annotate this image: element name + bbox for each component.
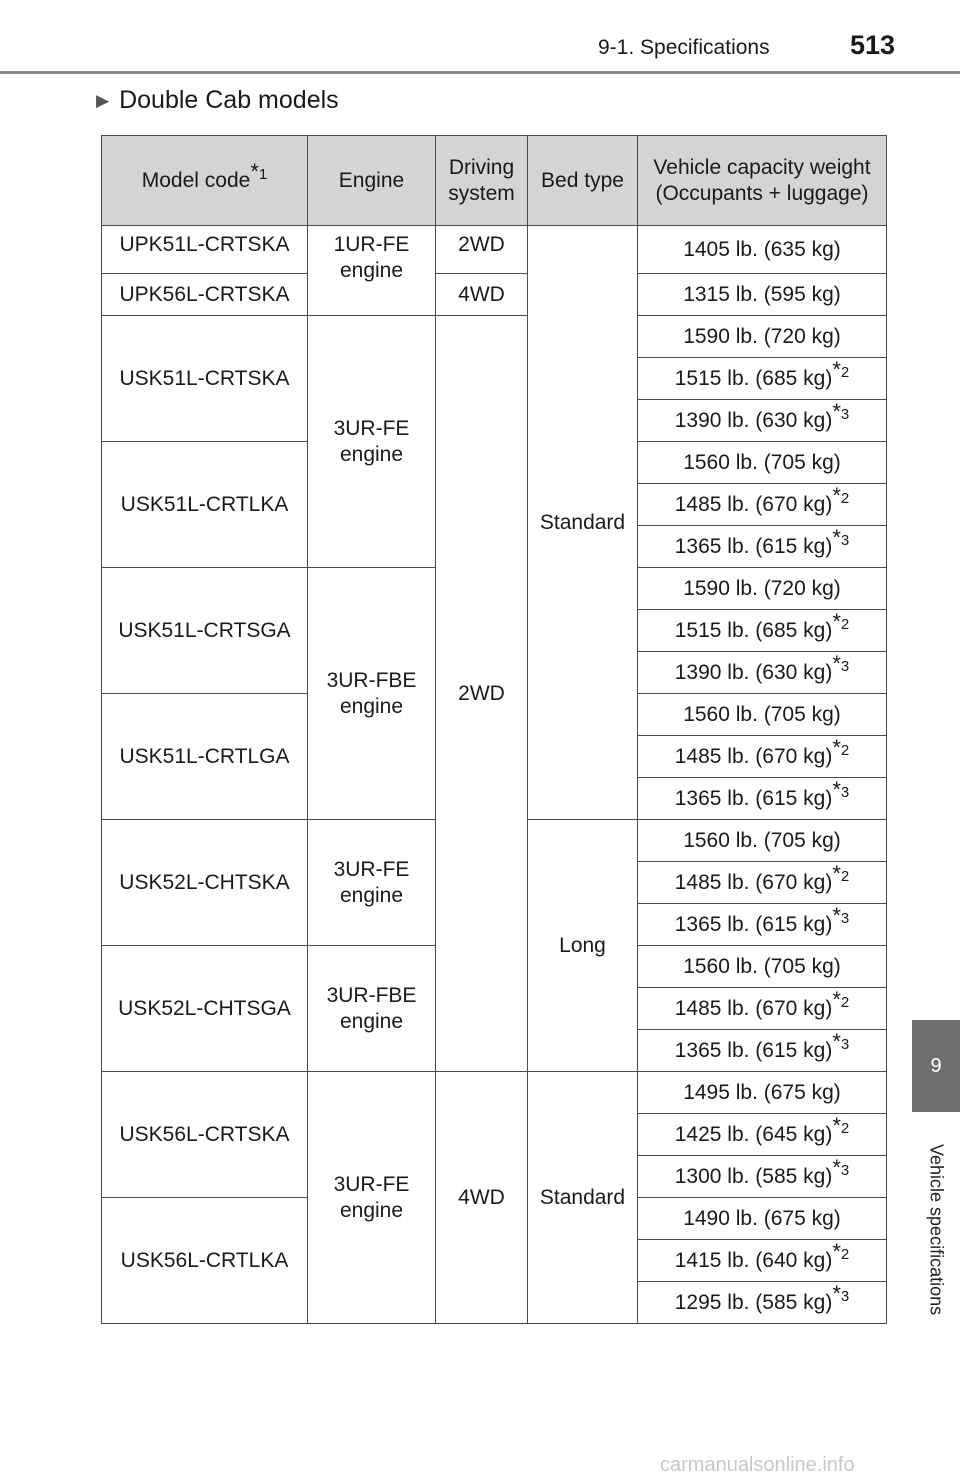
capacity-cell bbox=[638, 484, 887, 526]
engine-cell: 3UR-FBE engine bbox=[308, 946, 436, 1072]
capacity-cell bbox=[638, 988, 887, 1030]
table-row bbox=[102, 226, 887, 274]
capacity-value: 1590 lb. (720 kg) bbox=[683, 576, 841, 600]
capacity-cell bbox=[638, 778, 887, 820]
capacity-table bbox=[101, 135, 887, 1324]
section-title-text: Double Cab models bbox=[119, 86, 339, 114]
footnote-marker: *3 bbox=[832, 902, 850, 928]
model-code-cell: USK52L-CHTSKA bbox=[102, 820, 308, 946]
table-row bbox=[102, 316, 887, 358]
capacity-value: 1560 lb. (705 kg) bbox=[683, 828, 841, 852]
capacity-cell bbox=[638, 736, 887, 778]
footnote-marker: *2 bbox=[832, 608, 850, 634]
page-number: 513 bbox=[850, 30, 896, 60]
drive-cell: 2WD bbox=[436, 316, 528, 1072]
footnote-marker: *3 bbox=[832, 398, 850, 424]
table-row bbox=[102, 274, 887, 316]
header-divider bbox=[0, 71, 960, 74]
capacity-value: 1560 lb. (705 kg) bbox=[683, 702, 841, 726]
capacity-value: 1390 lb. (630 kg) bbox=[674, 408, 833, 432]
engine-cell: 3UR-FBE engine bbox=[308, 568, 436, 820]
capacity-value: 1425 lb. (645 kg) bbox=[674, 1122, 833, 1146]
capacity-cell bbox=[638, 1072, 887, 1114]
model-code-cell: USK56L-CRTSKA bbox=[102, 1072, 308, 1198]
capacity-value: 1365 lb. (615 kg) bbox=[674, 786, 833, 810]
header-model-code: Model code$^{*1}$ bbox=[102, 136, 308, 226]
model-code-cell: UPK56L-CRTSKA bbox=[102, 274, 308, 316]
capacity-value: 1560 lb. (705 kg) bbox=[683, 450, 841, 474]
engine-cell: 3UR-FE engine bbox=[308, 1072, 436, 1324]
capacity-value: 1515 lb. (685 kg) bbox=[674, 618, 833, 642]
capacity-value: 1560 lb. (705 kg) bbox=[683, 954, 841, 978]
footnote-marker: *3 bbox=[832, 524, 850, 550]
model-code-cell: USK56L-CRTLKA bbox=[102, 1198, 308, 1324]
capacity-cell bbox=[638, 358, 887, 400]
capacity-value: 1300 lb. (585 kg) bbox=[674, 1164, 833, 1188]
capacity-value: 1315 lb. (595 kg) bbox=[683, 282, 841, 306]
capacity-cell bbox=[638, 274, 887, 316]
drive-cell: 4WD bbox=[436, 1072, 528, 1324]
footnote-marker: *2 bbox=[832, 482, 850, 508]
footnote-marker: *3 bbox=[832, 1028, 850, 1054]
capacity-cell bbox=[638, 694, 887, 736]
footnote-marker: *3 bbox=[832, 1154, 850, 1180]
capacity-value: 1515 lb. (685 kg) bbox=[674, 366, 833, 390]
table-row bbox=[102, 1072, 887, 1114]
capacity-cell bbox=[638, 1240, 887, 1282]
capacity-cell bbox=[638, 862, 887, 904]
capacity-value: 1590 lb. (720 kg) bbox=[683, 324, 841, 348]
footnote-marker: *2 bbox=[832, 356, 850, 382]
bed-cell: Long bbox=[528, 820, 638, 1072]
triangle-bullet-icon: ▶ bbox=[96, 90, 110, 110]
footnote-marker: *2 bbox=[832, 1238, 850, 1264]
model-code-cell: USK51L-CRTSGA bbox=[102, 568, 308, 694]
engine-cell: 1UR-FE engine bbox=[308, 226, 436, 316]
capacity-value: 1485 lb. (670 kg) bbox=[674, 744, 833, 768]
capacity-cell bbox=[638, 316, 887, 358]
engine-cell: 3UR-FE engine bbox=[308, 316, 436, 568]
capacity-value: 1365 lb. (615 kg) bbox=[674, 1038, 833, 1062]
capacity-cell bbox=[638, 568, 887, 610]
capacity-value: 1415 lb. (640 kg) bbox=[674, 1248, 833, 1272]
capacity-value: 1485 lb. (670 kg) bbox=[674, 996, 833, 1020]
model-code-cell: USK51L-CRTLKA bbox=[102, 442, 308, 568]
chapter-tab: 9 bbox=[912, 1020, 960, 1112]
capacity-cell bbox=[638, 610, 887, 652]
model-code-cell: USK52L-CHTSGA bbox=[102, 946, 308, 1072]
capacity-cell bbox=[638, 1114, 887, 1156]
footer-watermark: carmanualsonline.info bbox=[660, 1454, 855, 1476]
capacity-cell bbox=[638, 1156, 887, 1198]
capacity-value: 1295 lb. (585 kg) bbox=[674, 1290, 833, 1314]
capacity-cell bbox=[638, 820, 887, 862]
drive-cell: 4WD bbox=[436, 274, 528, 316]
capacity-value: 1485 lb. (670 kg) bbox=[674, 492, 833, 516]
footnote-marker: *3 bbox=[832, 776, 850, 802]
footnote-marker: *3 bbox=[832, 650, 850, 676]
capacity-cell bbox=[638, 904, 887, 946]
capacity-value: 1365 lb. (615 kg) bbox=[674, 534, 833, 558]
model-code-cell: USK51L-CRTLGA bbox=[102, 694, 308, 820]
capacity-cell bbox=[638, 652, 887, 694]
capacity-value: 1490 lb. (675 kg) bbox=[683, 1206, 841, 1230]
capacity-value: 1390 lb. (630 kg) bbox=[674, 660, 833, 684]
capacity-value: 1495 lb. (675 kg) bbox=[683, 1080, 841, 1104]
chapter-label: Vehicle specifications bbox=[926, 1144, 947, 1316]
capacity-value: 1405 lb. (635 kg) bbox=[683, 237, 841, 261]
footnote-marker: *2 bbox=[832, 734, 850, 760]
capacity-cell bbox=[638, 946, 887, 988]
footnote-marker: *2 bbox=[832, 860, 850, 886]
section-title bbox=[96, 86, 339, 115]
capacity-cell bbox=[638, 400, 887, 442]
capacity-cell bbox=[638, 1198, 887, 1240]
footnote-marker: *2 bbox=[832, 1112, 850, 1138]
capacity-value: 1485 lb. (670 kg) bbox=[674, 870, 833, 894]
section-header: 9-1. Specifications bbox=[598, 36, 770, 59]
header-driving-system: Driving system bbox=[436, 136, 528, 226]
capacity-cell bbox=[638, 442, 887, 484]
bed-cell: Standard bbox=[528, 226, 638, 820]
drive-cell: 2WD bbox=[436, 226, 528, 274]
model-code-cell: USK51L-CRTSKA bbox=[102, 316, 308, 442]
capacity-value: 1365 lb. (615 kg) bbox=[674, 912, 833, 936]
table-header-row bbox=[102, 136, 887, 226]
capacity-cell bbox=[638, 526, 887, 568]
capacity-cell bbox=[638, 1282, 887, 1324]
footnote-marker: *2 bbox=[832, 986, 850, 1012]
model-code-cell: UPK51L-CRTSKA bbox=[102, 226, 308, 274]
capacity-cell bbox=[638, 1030, 887, 1072]
header-capacity: Vehicle capacity weight (Occupants + luggage) bbox=[638, 136, 887, 226]
bed-cell: Standard bbox=[528, 1072, 638, 1324]
header-bed-type: Bed type bbox=[528, 136, 638, 226]
footnote-marker: *3 bbox=[832, 1280, 850, 1306]
engine-cell: 3UR-FE engine bbox=[308, 820, 436, 946]
capacity-cell bbox=[638, 226, 887, 274]
header-engine: Engine bbox=[308, 136, 436, 226]
